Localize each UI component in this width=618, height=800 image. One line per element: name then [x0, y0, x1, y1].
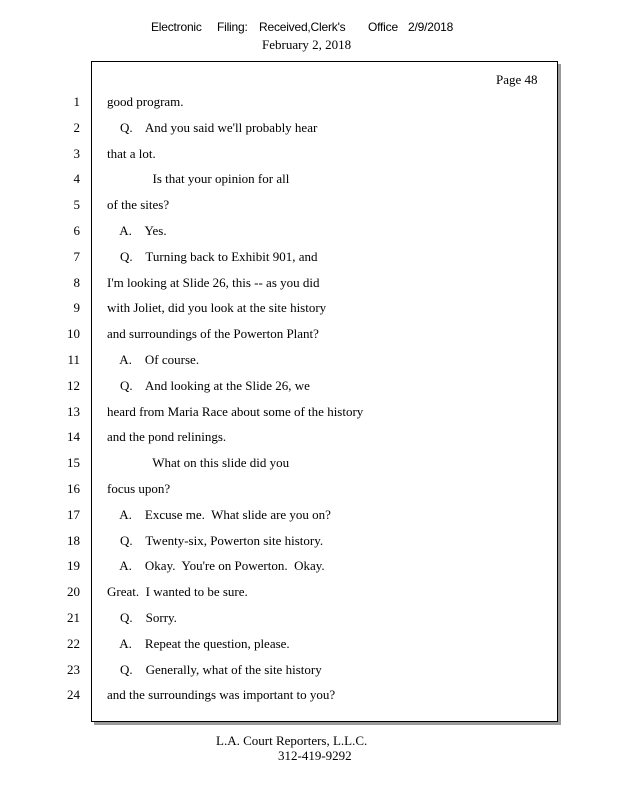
transcript-line [0, 223, 618, 241]
transcript-line [0, 584, 618, 602]
transcript-line [0, 558, 618, 576]
filing-stamp [151, 20, 453, 34]
line-number: 15 [67, 455, 80, 470]
line-number: 12 [67, 378, 80, 393]
line-number: 14 [67, 429, 80, 444]
line-number: 8 [73, 275, 80, 290]
transcript-line [0, 249, 618, 267]
line-number: 22 [67, 636, 80, 651]
line-number: 4 [73, 171, 80, 186]
line-number: 3 [73, 146, 80, 161]
transcript-line [0, 610, 618, 628]
line-text: A. Repeat the question, please. [107, 636, 290, 651]
transcript-line [0, 326, 618, 344]
transcript-line [0, 120, 618, 138]
stamp-word: Received,Clerk's [259, 20, 346, 34]
transcript-date: February 2, 2018 [262, 37, 352, 52]
transcript-line [0, 146, 618, 164]
line-text: A. Of course. [107, 352, 200, 367]
line-text: Q. Sorry. [107, 610, 177, 625]
footer-firm: L.A. Court Reporters, L.L.C. [216, 733, 368, 748]
transcript-line [0, 636, 618, 654]
line-text: and the surroundings was important to you? [107, 687, 336, 702]
line-text: A. Okay. You're on Powerton. Okay. [107, 558, 325, 573]
transcript-line [0, 481, 618, 499]
line-number: 24 [67, 687, 80, 702]
line-number: 5 [73, 197, 80, 212]
transcript-line [0, 94, 618, 112]
transcript-line [0, 275, 618, 293]
line-number: 17 [67, 507, 80, 522]
transcript-line [0, 455, 618, 473]
line-number: 7 [73, 249, 80, 264]
line-number: 9 [73, 300, 80, 315]
line-number: 21 [67, 610, 80, 625]
line-number: 2 [73, 120, 80, 135]
line-number: 11 [67, 352, 80, 367]
line-text: heard from Maria Race about some of the history [107, 404, 364, 419]
stamp-word: 2/9/2018 [408, 20, 454, 34]
line-number: 20 [67, 584, 80, 599]
line-number: 19 [67, 558, 80, 573]
line-text: I'm looking at Slide 26, this -- as you did [107, 275, 320, 290]
line-text: focus upon? [107, 481, 171, 496]
stamp-word: Filing: [217, 20, 248, 34]
line-text: Q. Turning back to Exhibit 901, and [107, 249, 318, 264]
transcript-line [0, 171, 618, 189]
line-text: A. Excuse me. What slide are you on? [107, 507, 331, 522]
line-number: 18 [67, 533, 80, 548]
line-text: Q. Twenty-six, Powerton site history. [107, 533, 324, 548]
line-text: A. Yes. [107, 223, 167, 238]
page-number: Page 48 [496, 72, 538, 87]
transcript-line [0, 687, 618, 705]
stamp-word: Office [368, 20, 398, 34]
stamp-word: Electronic [151, 20, 202, 34]
line-text: Q. And looking at the Slide 26, we [107, 378, 310, 393]
transcript-line [0, 300, 618, 318]
line-number: 16 [67, 481, 80, 496]
transcript-line [0, 533, 618, 551]
line-text: of the sites? [107, 197, 170, 212]
line-text: Great. I wanted to be sure. [107, 584, 248, 599]
line-text: Q. Generally, what of the site history [107, 662, 322, 677]
line-text: What on this slide did you [107, 455, 290, 470]
line-number: 10 [67, 326, 80, 341]
line-text: Q. And you said we'll probably hear [107, 120, 318, 135]
footer-phone: 312-419-9292 [278, 748, 352, 763]
transcript-line [0, 352, 618, 370]
transcript-line [0, 429, 618, 447]
line-number: 6 [73, 223, 80, 238]
line-text: Is that your opinion for all [107, 171, 290, 186]
line-number: 13 [67, 404, 80, 419]
transcript-line [0, 662, 618, 680]
transcript-line [0, 404, 618, 422]
line-text: and surroundings of the Powerton Plant? [107, 326, 319, 341]
line-text: and the pond relinings. [107, 429, 227, 444]
transcript-line [0, 197, 618, 215]
line-text: that a lot. [107, 146, 156, 161]
line-text: good program. [107, 94, 184, 109]
transcript-line [0, 378, 618, 396]
transcript-line [0, 507, 618, 525]
line-number: 23 [67, 662, 80, 677]
line-number: 1 [73, 94, 80, 109]
line-text: with Joliet, did you look at the site history [107, 300, 327, 315]
